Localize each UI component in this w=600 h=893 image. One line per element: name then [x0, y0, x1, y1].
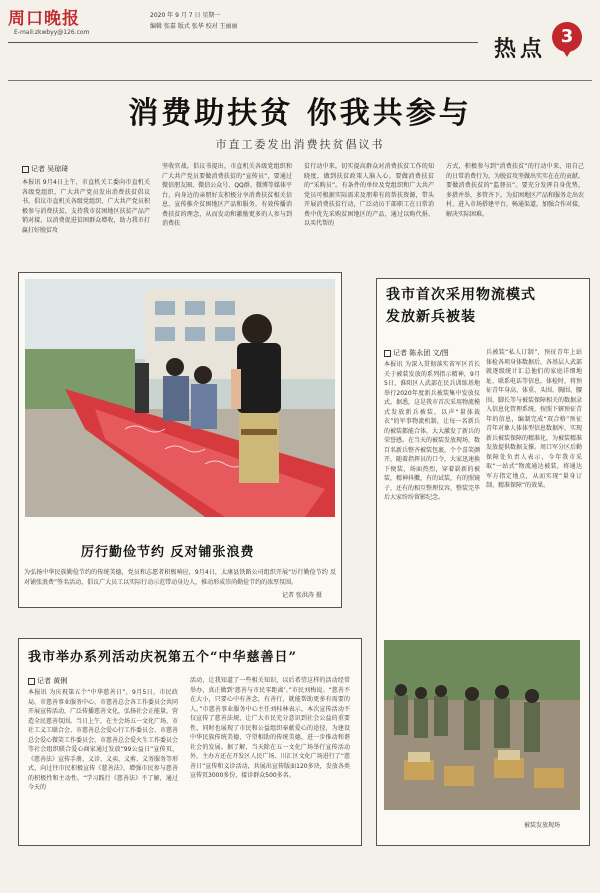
byline-square-icon: [22, 166, 29, 173]
lead-subhead: 市直工委发出消费扶贫倡议书: [215, 138, 385, 151]
byline-square-icon: [28, 678, 35, 685]
logistics-column-1: 本报讯 为深入贯彻落实省军区首长关于被装发放的系列指示精神，9月5日，淮阳区人武部在民兵训练基地举行2020年度新兵被装集中发放仪式。据悉，这是我市首次采用物流模式发放新兵被装，以声“量体裁衣”的军事物流机制，让每一名新兵的被装都能合体，大大激发了新兵的荣誉感。在当天的被装发放现场，数百名新兵整齐被装包裹，个个喜笑颜开，随着指挥员的口令，大家迅速换下便装，场面热烈，穿着崭新的被装，精神抖擞，有的试装，有的照镜子，还有的相互整理仪容，整装完毕后大家纷纷留影纪念。: [384, 361, 480, 501]
logistics-title: [386, 284, 536, 328]
staff-line: 编辑 张嘉 版式 张华 校对 王丽丽: [150, 23, 238, 30]
photo-feature-credit: 记者 张洪涛 摄: [282, 592, 322, 599]
photo-feature-caption: 为弘扬中华民族勤俭节约的传统美德，党员和志愿者积极响应，9月4日，太康县铁路公司组织开展“厉行勤俭节约 反对铺张浪费”签名活动，倡议广大员工以实际行动示范带动身边人，推动形成崇尚勤俭节约的浓厚氛围。: [24, 569, 336, 586]
logistics-title-line-2: 发放新兵被装: [386, 309, 476, 325]
lead-column-4: 方式，积极参与到“消费扶贫”的行动中来，用自己的日常消费行为，为脱贫攻坚做出实实在在的贡献。要做消费扶贫的“监督员”。要充分发挥自身优势，多措并举，多管齐下，为贫困地区产品和服务走出农村、进入市场搭建平台，畅通渠道，加强合作对接，解决实际困难。: [446, 163, 584, 218]
charity-column-2: 活动，让我知道了一些相关知识，以后希望这样的活动经常举办，真正做到‘慈善与市民零距离’。”市民刘梅说。“慈善不在大小，只要心中有善念，有善行，就能帮助更多有需要的人。”市慈善事业服务中心主任刘桂林表示，本次宣传活动不仅宣传了慈善法规，让广大市民充分意识到社会公益的重要性，同时也展现了市民和公益组织奉献爱心的途径，为建设中华民族传统美德，守望相助的传统美德，进一步推动和谐社会的发展。据了解，当天除在五一文化广场举行宣传活动外，主办方还在开发区人民广场、川汇区文化广场进行了“慈善日”宣传和义诊活动，共展出宣传版面120多块，发放各类宣传页3000多份，接诊群众500多名。: [190, 677, 350, 779]
byline-square-icon: [384, 350, 391, 357]
charity-title: 我市举办系列活动庆祝第五个“中华慈善日”: [28, 650, 297, 665]
lead-byline: 记者 吴琼琦: [22, 164, 68, 174]
logistics-column-2: 兵被装“私人订制”，预征青年上站体检各项身体数据后，各基层人武部就逐级统计汇总他们的家庭详细地址、联系电话等信息，体检时，将预征青年身高、体重、头围、胸围、腰围、脚长等与被装保障相关的数据录入信息化管理系统，按照下辖预征青年的信息，编制完成“双合格”预征青年对象人体体型信息数据库，实现新兵被装保障的精准化，为被装精准发放提供数据支撑。周口军分区后勤保障处负责人表示，今年我市采取“一站式”物流通达被装，将通达军方指定地点，从而实现“量身订制、精准保障”的效果。: [486, 349, 582, 489]
charity-byline: 记者 黄俐: [28, 676, 67, 686]
masthead-rule: [8, 42, 478, 43]
masthead-info: [150, 10, 238, 32]
top-rule: [8, 80, 592, 81]
photo-feature-title: 厉行勤俭节约 反对铺张浪费: [81, 545, 255, 560]
section-name: 热点: [494, 36, 547, 62]
charity-column-1: 本报讯 为庆祝第五个“中华慈善日”，9月5日，市民政局、市慈善事业服务中心、市慈善总会各工作委员会共同开展宣传活动，广泛传播慈善文化，弘扬社会正能量，营造全民慈善氛围。当日上午，在主会场五一文化广场，市社工义工联合会、市慈善总会爱心行工作委员会、市慈善总会爱心微笑工作委员会、市慈善总会爱火生工作委员会等社会组织联合爱心商家通过发放“99公益日”宣传页、《慈善法》宣传手册、义诊、义卖、义剪、义务服务等形式，向过往市民积极宣传《慈善法》，增强市民参与慈善的积极性和主动性。“学习践行《慈善法》不了解，通过今天的: [28, 689, 178, 791]
photo-feature-box: [18, 272, 342, 608]
lead-column-3: 贫行动中来，切实提高群众对消费扶贫工作的知晓度，做到扶贫政策人脑入心。要做消费扶贫的“采购员”。有条件的单位及党组织和广大共产党员可根据实际需求及朋辈有的帮扶资源，带头开展消费扶贫行动，广泛动员干部职工在日常消费中优先采购贫困地区的产品，通过以购代捐、以买代帮的: [304, 163, 434, 227]
uniform-photo-illustration: [384, 640, 580, 810]
logistics-title-line-1: 我市首次采用物流模式: [386, 287, 536, 303]
email-address: E-mail:zkwbyy@126.com: [14, 29, 90, 36]
newspaper-logo: 周口晚报: [8, 9, 80, 29]
lead-headline: 消费助扶贫 你我共参与: [128, 96, 472, 131]
logistics-byline: 记者 陈永团 文/图: [384, 348, 449, 358]
date-line: 2020 年 9 月 7 日 星期一: [150, 12, 221, 19]
page-number-badge: 3: [552, 22, 582, 52]
logistics-photo-caption: 被装发放现场: [524, 822, 561, 829]
lead-column-1: 本报讯 9月4日上午，市直机关工委向市直机关各级党组织、广大共产党员发出消费扶贫倡议书，倡议市直机关各级党组织、广大共产党员积极参与消费扶贫，支持我市贫困地区扶贫产品产销对接，以消费促进贫困群众增收，助力我市打赢打好脱贫攻: [22, 179, 150, 234]
signing-photo-illustration: [25, 279, 335, 517]
uniform-distribution-photo: [384, 640, 580, 810]
signing-photo: [25, 279, 335, 517]
lead-column-2: 坚收官战。倡议书提出，市直机关各级党组织和广大共产党员要做消费扶贫的“宣传员”，要通过微信朋友圈、微信公众号、QQ群、微博等媒体平台，向身边的亲朋好友积极分享消费扶贫相关信息，宣传推介贫困地区产品和服务，有效传播消费扶贫的理念，从而发动和激励更多的人参与到消费扶: [162, 163, 292, 227]
